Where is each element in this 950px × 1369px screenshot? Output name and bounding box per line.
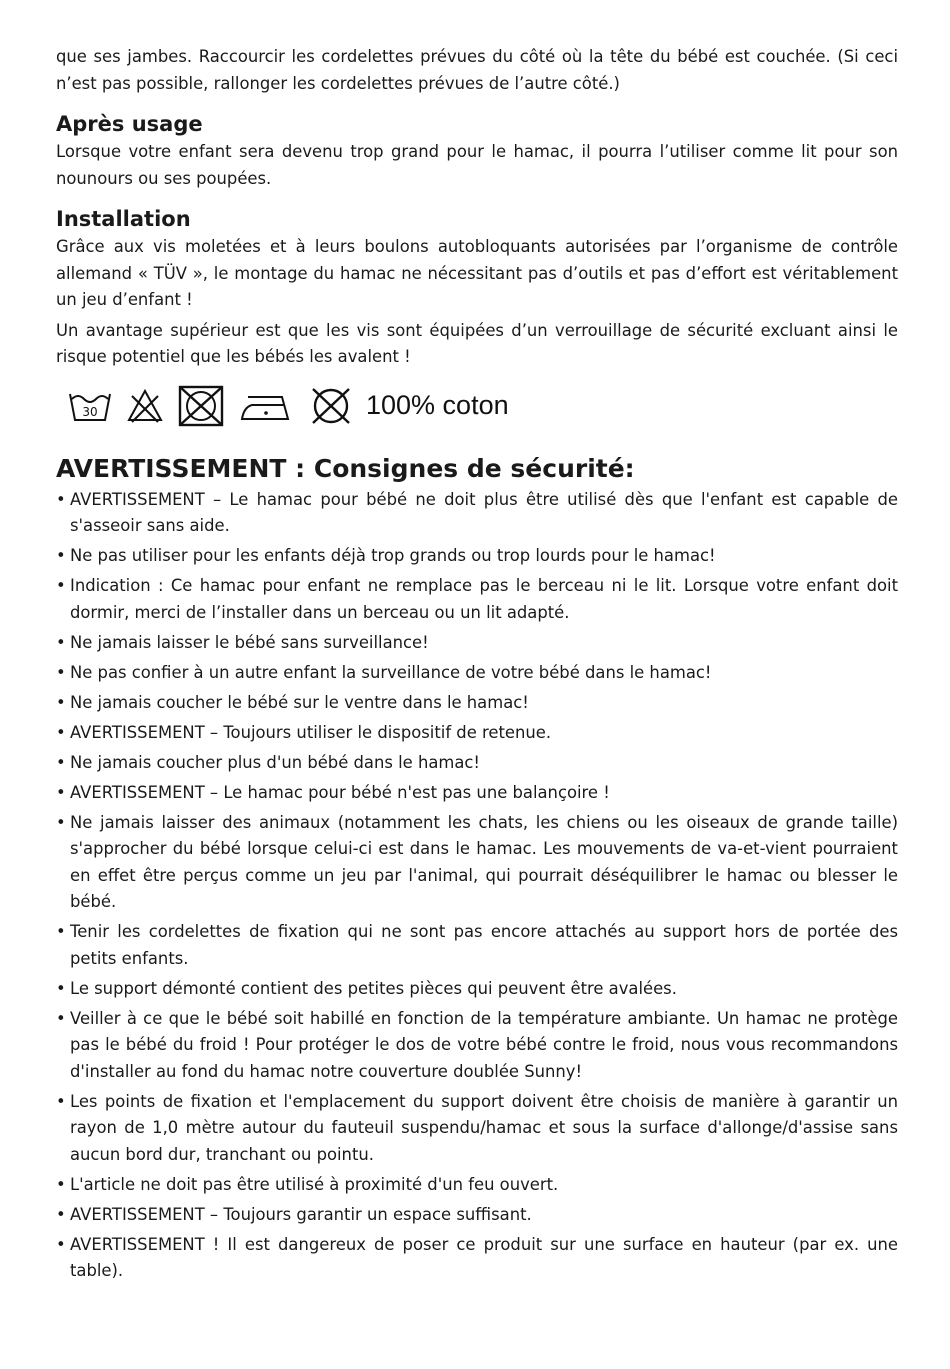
list-item: • AVERTISSEMENT ! Il est dangereux de poser ce produit sur une surface en hauteur (par ex. une table).	[56, 1232, 898, 1285]
document-page	[56, 44, 898, 1288]
list-item: • Ne pas confier à un autre enfant la surveillance de votre bébé dans le hamac!	[56, 660, 898, 687]
list-item: • L'article ne doit pas être utilisé à proximité d'un feu ouvert.	[56, 1172, 898, 1199]
list-item: • Ne pas utiliser pour les enfants déjà trop grands ou trop lourds pour le hamac!	[56, 543, 898, 570]
list-item: • Indication : Ce hamac pour enfant ne remplace pas le berceau ni le lit. Lorsque votre enfant doit dormir, merci de l’installer dans un berceau ou un lit adapté.	[56, 573, 898, 626]
apres-usage-text: Lorsque votre enfant sera devenu trop grand pour le hamac, il pourra l’utiliser comme lit pour son nounours ou ses poupées.	[56, 142, 898, 188]
list-item: • AVERTISSEMENT – Le hamac pour bébé n'est pas une balançoire !	[56, 780, 898, 807]
list-item: • AVERTISSEMENT – Toujours garantir un espace suffisant.	[56, 1202, 898, 1229]
iron-low-icon	[238, 389, 294, 423]
list-item: • AVERTISSEMENT – Toujours utiliser le dispositif de retenue.	[56, 720, 898, 747]
list-item: • Veiller à ce que le bébé soit habillé en fonction de la température ambiante. Un hamac ne protège pas le bébé du froid ! Pour protéger le dos de votre bébé contre le froid, nous vous recommandons d'installer au fond du hamac notre couverture doublée Sunny!	[56, 1006, 898, 1086]
no-bleach-icon	[126, 388, 164, 424]
apres-usage-heading: Après usage	[56, 112, 203, 136]
list-item: • Ne jamais coucher le bébé sur le ventre dans le hamac!	[56, 690, 898, 717]
list-item: • AVERTISSEMENT – Le hamac pour bébé ne doit plus être utilisé dès que l'enfant est capable de s'asseoir sans aide.	[56, 487, 898, 540]
warnings-list	[56, 487, 898, 1285]
list-item: • Tenir les cordelettes de fixation qui ne sont pas encore attachés au support hors de portée des petits enfants.	[56, 919, 898, 972]
no-tumble-dry-icon	[178, 385, 224, 427]
intro-paragraph: que ses jambes. Raccourcir les cordelettes prévues du côté où la tête du bébé est couchée. (Si ceci n’est pas possible, rallonger les cordelettes prévues de l’autre côté.)	[56, 47, 898, 93]
installation-heading: Installation	[56, 207, 191, 231]
installation-paragraph-2: Un avantage supérieur est que les vis sont équipées d’un verrouillage de sécurité excluant ainsi le risque potentiel que les bébés les avalent !	[56, 320, 898, 366]
list-item: • Le support démonté contient des petites pièces qui peuvent être avalées.	[56, 976, 898, 1003]
list-item: • Ne jamais laisser le bébé sans surveillance!	[56, 630, 898, 657]
list-item: • Ne jamais coucher plus d'un bébé dans le hamac!	[56, 750, 898, 777]
warnings-heading: AVERTISSEMENT : Consignes de sécurité:	[56, 453, 635, 483]
care-symbols-row	[56, 381, 898, 431]
installation-paragraph-1: Grâce aux vis moletées et à leurs boulons autobloquants autorisées par l’organisme de contrôle allemand « TÜV », le montage du hamac ne nécessitant pas d’outils et pas d’effort est véritablement un jeu d’enfant !	[56, 237, 898, 309]
material-label: 100% coton	[366, 390, 509, 421]
list-item: • Les points de fixation et l'emplacement du support doivent être choisis de manière à garantir un rayon de 1,0 mètre autour du fauteuil suspendu/hamac et sous la surface d'allonge/d'assise sans aucun bord dur, tranchant ou pointu.	[56, 1089, 898, 1169]
list-item: • Ne jamais laisser des animaux (notamment les chats, les chiens ou les oiseaux de grande taille) s'approcher du bébé lorsque celui-ci est dans le hamac. Les mouvements de va-et-vient pourraient en effet être perçus comme un jeu par l'animal, qui pourrait déséquilibrer le hamac ou blesser le bébé.	[56, 810, 898, 916]
no-dry-clean-icon	[308, 386, 354, 426]
wash-temperature: 30	[82, 404, 98, 419]
wash-30-icon	[68, 388, 112, 424]
